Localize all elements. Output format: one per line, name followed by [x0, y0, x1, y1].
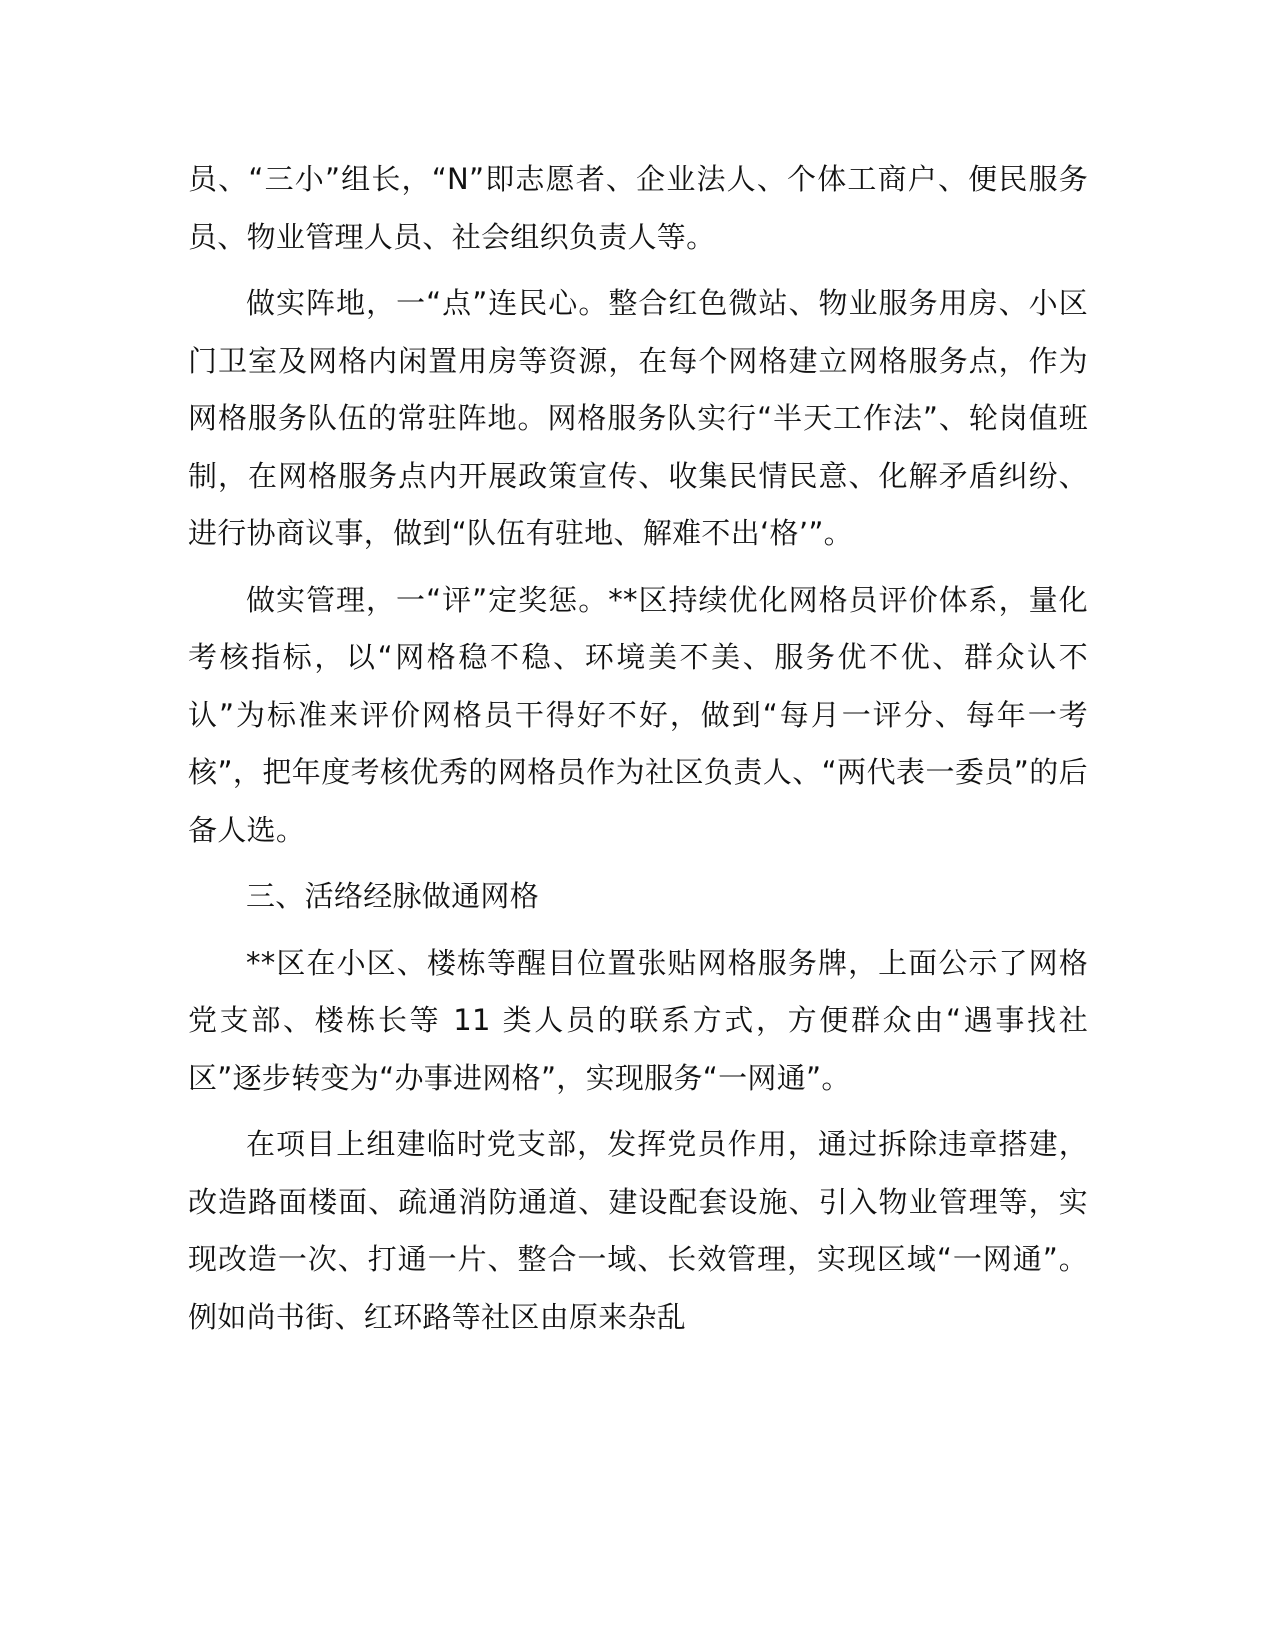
section-heading: 三、活络经脉做通网格	[246, 879, 540, 913]
paragraph-project-branch: 在项目上组建临时党支部，发挥党员作用，通过拆除违章搭建，改造路面楼面、疏通消防通道、建设配套设施、引入物业管理等，实现改造一次、打通一片、整合一域、长效管理，实现区域“一网通”。例如尚书街、红环路等社区由原来杂乱	[188, 1127, 1088, 1334]
paragraph-management-evaluation: 做实管理，一“评”定奖惩。**区持续优化网格员评价体系，量化考核指标，以“网格稳不稳、环境美不美、服务优不优、群众认不认”为标准来评价网格员干得好不好，做到“每月一评分、每年一考核”，把年度考核优秀的网格员作为社区负责人、“两代表一委员”的后备人选。	[188, 582, 1088, 847]
document-body	[188, 151, 1088, 1355]
paragraph-service-sign: **区在小区、楼栋等醒目位置张贴网格服务牌，上面公示了网格党支部、楼栋长等 11 类人员的联系方式，方便群众由“遇事找社区”逐步转变为“办事进网格”，实现服务“一网通”。	[188, 945, 1088, 1095]
paragraph-position-point: 做实阵地，一“点”连民心。整合红色微站、物业服务用房、小区门卫室及网格内闲置用房等资源，在每个网格建立网格服务点，作为网格服务队伍的常驻阵地。网格服务队实行“半天工作法”、轮岗值班制，在网格服务点内开展政策宣传、收集民情民意、化解矛盾纠纷、进行协商议事，做到“队伍有驻地、解难不出‘格’”。	[188, 286, 1088, 550]
paragraph-continuation: 员、“三小”组长，“N”即志愿者、企业法人、个体工商户、便民服务员、物业管理人员、社会组织负责人等。	[188, 162, 1088, 254]
